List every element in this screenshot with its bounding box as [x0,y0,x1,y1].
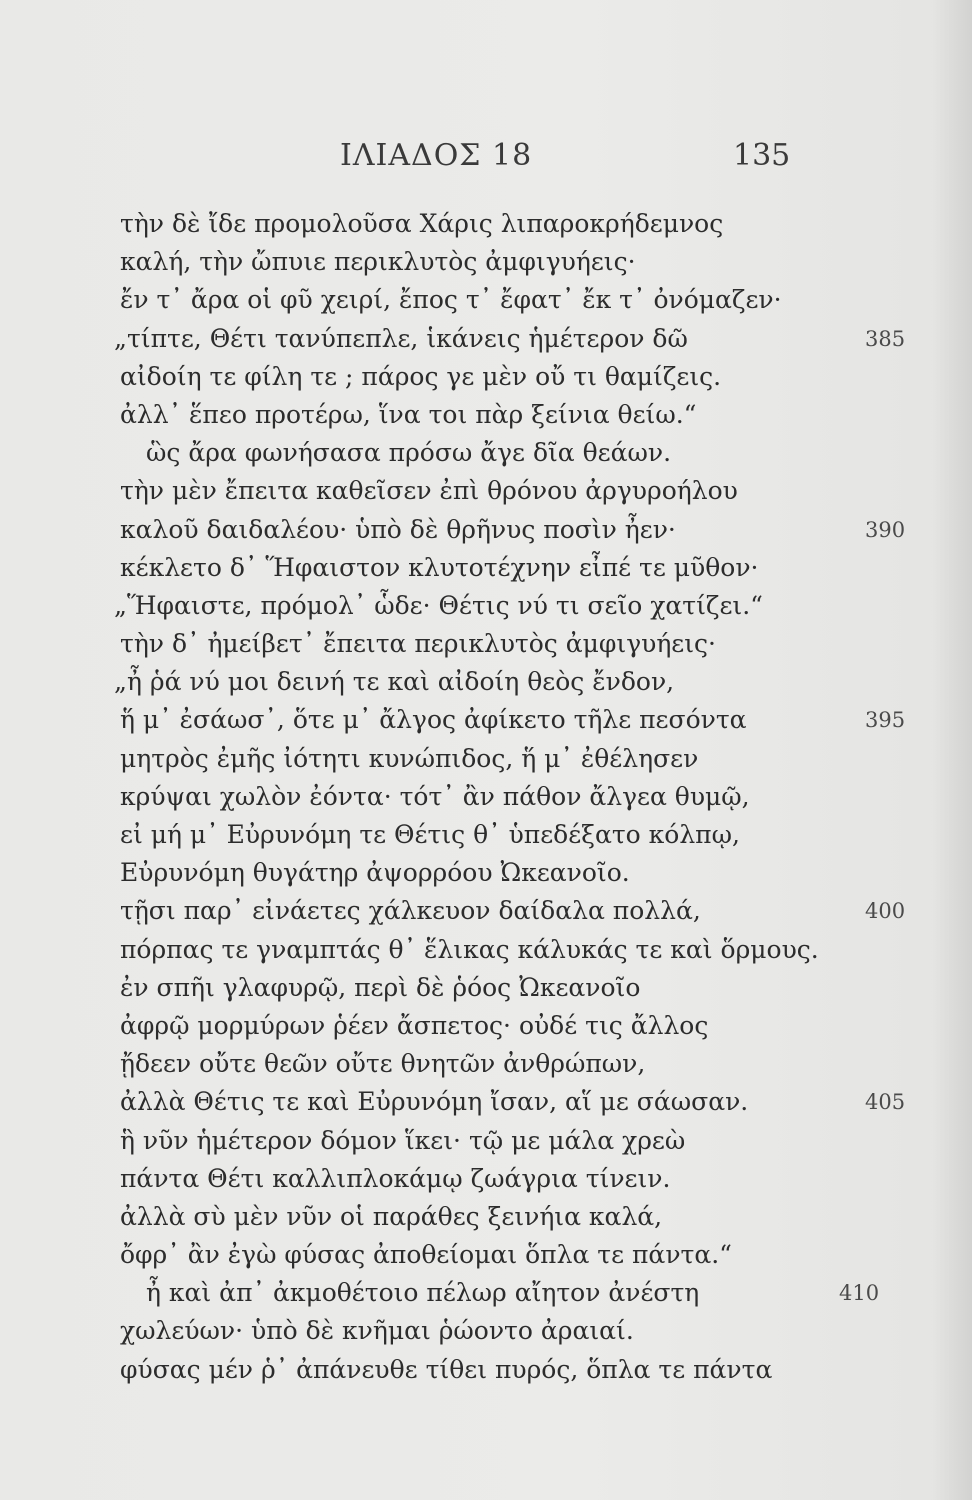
verse-text: ἦ καὶ ἀπ᾽ ἀκμοθέτοιο πέλωρ αἴητον ἀνέστη [146,1278,700,1308]
verse-block [114,205,906,1389]
line-number [865,1312,905,1350]
line-number [865,931,905,969]
line-number [865,1122,905,1160]
line-number [865,1160,905,1198]
verse-line [120,1274,880,1312]
verse-text: εἰ μή μ᾽ Εὐρυνόμη τε Θέτις θ᾽ ὑπεδέξατο κόλπῳ, [120,820,740,849]
verse-line [120,472,840,510]
verse-line [120,701,906,739]
line-number [865,625,905,663]
verse-line [120,511,906,549]
page-number: 135 [733,138,791,173]
line-number [865,396,905,434]
verse-line [120,625,840,663]
verse-text: χωλεύων· ὑπὸ δὲ κνῆμαι ῥώοντο ἀραιαί. [120,1316,634,1346]
verse-text: πόρπας τε γναμπτάς θ᾽ ἕλικας κάλυκάς τε καὶ ὅρμους. [120,934,819,964]
verse-line [120,1236,840,1274]
line-number [865,281,905,319]
line-number [865,778,905,816]
line-number [865,1007,905,1045]
verse-line [120,205,840,243]
line-number: 400 [865,899,906,924]
running-head: ΙΛΙΑΔΟΣ 18 [340,138,533,173]
verse-line [114,663,840,701]
verse-text: „Ἥφαιστε, πρόμολ᾽ ὧδε· Θέτις νύ τι σεῖο χατίζει.“ [114,590,763,620]
verse-line [120,1198,840,1236]
line-number [865,1198,905,1236]
line-number [865,243,905,281]
line-number: 390 [865,517,906,542]
verse-text: αἰδοίη τε φίλη τε ; πάρος γε μὲν οὔ τι θαμίζεις. [120,361,722,391]
verse-text: „ἦ ῥά νύ μοι δεινή τε καὶ αἰδοίη θεὸς ἔνδον, [114,667,675,697]
line-number [865,205,905,243]
verse-line [120,740,840,778]
verse-line [120,892,906,930]
verse-text: κέκλετο δ᾽ Ἥφαιστον κλυτοτέχνην εἶπέ τε μῦθον· [120,552,759,582]
verse-text: Εὐρυνόμη θυγάτηρ ἀψορρόου Ὠκεανοῖο. [120,858,630,888]
page-header [0,138,972,182]
line-number: 405 [865,1090,906,1115]
verse-text: πάντα Θέτι καλλιπλοκάμῳ ζωάγρια τίνειν. [120,1163,671,1193]
verse-line [114,320,906,358]
verse-line [120,1122,840,1160]
verse-text: ὣς ἄρα φωνήσασα πρόσω ἄγε δῖα θεάων. [146,438,672,468]
verse-line [120,1083,906,1121]
verse-text: κρύψαι χωλὸν ἐόντα· τότ᾽ ἂν πάθον ἄλγεα θυμῷ, [120,781,750,811]
verse-line [120,969,840,1007]
verse-line [120,816,840,854]
line-number [865,816,905,854]
verse-line [114,587,840,625]
verse-line [120,281,840,319]
verse-text: ἀφρῷ μορμύρων ῥέεν ἄσπετος· οὐδέ τις ἄλλος [120,1010,709,1040]
verse-text: „τίπτε, Θέτι τανύπεπλε, ἱκάνεις ἡμέτερον δῶ [114,323,688,353]
line-number [865,1045,905,1083]
line-number [865,969,905,1007]
verse-text: τὴν μὲν ἔπειτα καθεῖσεν ἐπὶ θρόνου ἀργυροήλου [120,476,738,506]
verse-line [120,434,840,472]
line-number [865,434,905,472]
verse-text: μητρὸς ἐμῆς ἰότητι κυνώπιδος, ἥ μ᾽ ἐθέλησεν [120,743,699,773]
verse-text: ὄφρ᾽ ἂν ἐγὼ φύσας ἀποθείομαι ὅπλα τε πάντα.“ [120,1240,732,1270]
line-number: 410 [839,1281,880,1306]
verse-line [120,854,840,892]
verse-line [120,358,840,396]
verse-text: ἥ μ᾽ ἐσάωσ᾽, ὅτε μ᾽ ἄλγος ἀφίκετο τῆλε πεσόντα [120,705,747,735]
verse-line [120,1351,840,1389]
verse-text: φύσας μέν ῥ᾽ ἀπάνευθε τίθει πυρός, ὅπλα τε πάντα [120,1354,773,1384]
line-number [865,358,905,396]
verse-text: ἣ νῦν ἡμέτερον δόμον ἵκει· τῷ με μάλα χρεὼ [120,1125,686,1155]
verse-line [120,396,840,434]
verse-text: ἔν τ᾽ ἄρα οἱ φῦ χειρί, ἔπος τ᾽ ἔφατ᾽ ἔκ τ᾽ ὀνόμαζεν· [120,285,782,315]
verse-line [120,931,840,969]
page-edge-shadow [932,0,972,1500]
verse-text: ἀλλὰ σὺ μὲν νῦν οἱ παράθες ξεινήια καλά, [120,1201,663,1231]
line-number: 395 [865,708,906,733]
line-number [865,854,905,892]
verse-text: τὴν δ᾽ ἠμείβετ᾽ ἔπειτα περικλυτὸς ἀμφιγυήεις· [120,629,717,659]
line-number [865,472,905,510]
verse-line [120,243,840,281]
verse-text: ἀλλ᾽ ἕπεο προτέρω, ἵνα τοι πὰρ ξείνια θείω.“ [120,399,697,429]
verse-line [120,1007,840,1045]
line-number [865,587,905,625]
line-number [865,1351,905,1389]
verse-text: ἀλλὰ Θέτις τε καὶ Εὐρυνόμη ἴσαν, αἵ με σάωσαν. [120,1087,749,1117]
verse-line [120,1045,840,1083]
verse-line [120,549,840,587]
verse-text: καλοῦ δαιδαλέου· ὑπὸ δὲ θρῆνυς ποσὶν ἦεν· [120,514,676,544]
verse-line [120,1160,840,1198]
verse-line [120,778,840,816]
line-number: 385 [865,326,906,351]
verse-text: ἐν σπῆι γλαφυρῷ, περὶ δὲ ῥόος Ὠκεανοῖο [120,972,641,1002]
verse-text: τὴν δὲ ἴδε προμολοῦσα Χάρις λιπαροκρήδεμνος [120,209,724,238]
line-number [865,1236,905,1274]
line-number [865,740,905,778]
verse-line [120,1312,840,1350]
verse-text: καλή, τὴν ὤπυιε περικλυτὸς ἀμφιγυήεις· [120,247,636,277]
line-number [865,663,905,701]
line-number [865,549,905,587]
verse-text: τῇσι παρ᾽ εἰνάετες χάλκευον δαίδαλα πολλά, [120,896,701,926]
verse-text: ᾔδεεν οὔτε θεῶν οὔτε θνητῶν ἀνθρώπων, [120,1049,646,1079]
